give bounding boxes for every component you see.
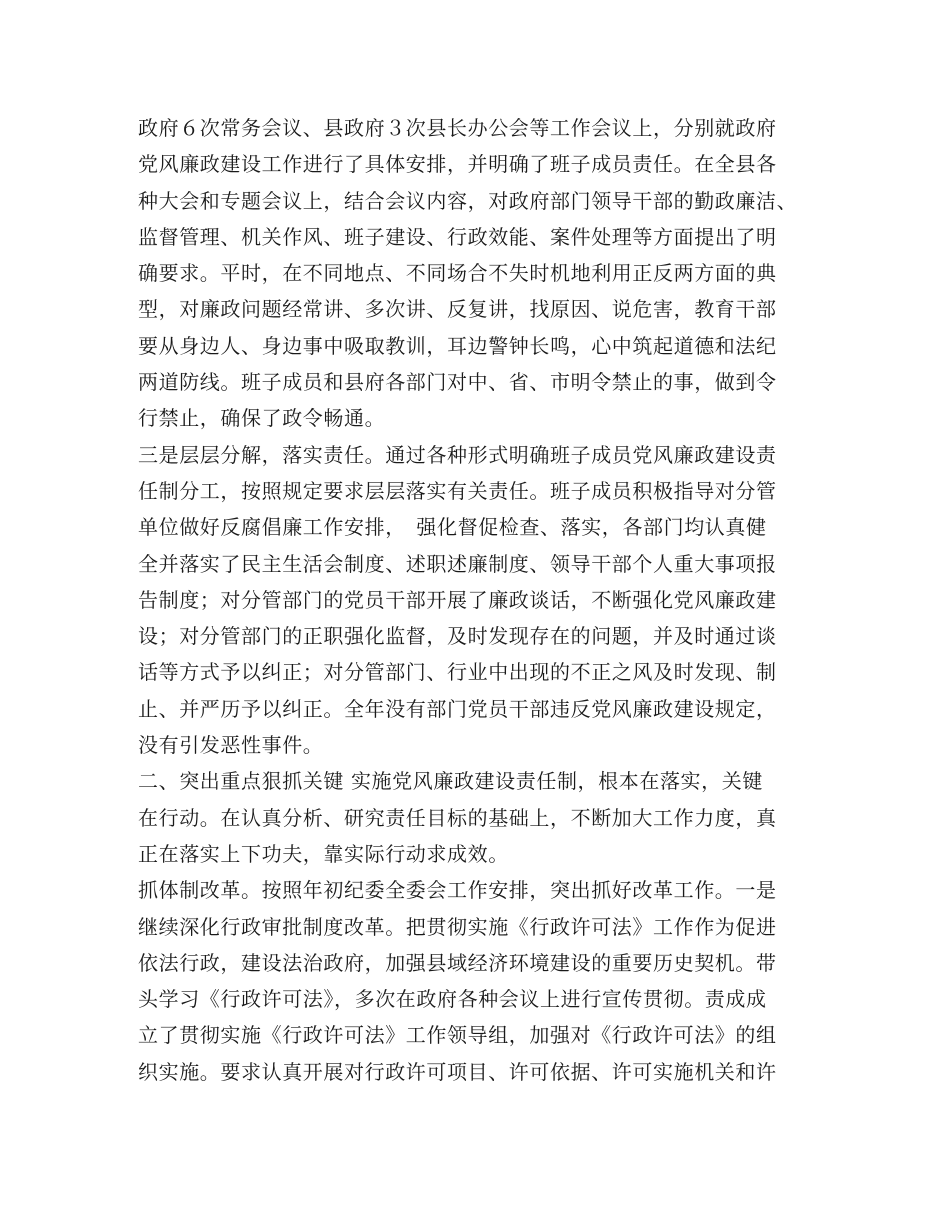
text-line: 要从身边人、身边事中吸取教训，耳边警钟长鸣，心中筑起道德和法纪 xyxy=(138,333,777,358)
text-line: 没有引发恶性事件。 xyxy=(138,733,324,758)
text-line: 止、并严历予以纠正。全年没有部门党员干部违反党风廉政建设规定， xyxy=(138,696,777,721)
text-line: 行禁止，确保了政令畅通。 xyxy=(138,406,386,431)
text-line: 立了贯彻实施《行政许可法》工作领导组，加强对《行政许可法》的组 xyxy=(138,1023,777,1048)
body-text xyxy=(138,110,828,1090)
text-line: 政府６次常务会议、县政府３次县长办公会等工作会议上，分别就政府 xyxy=(138,116,777,140)
text-line: 二、突出重点狠抓关键 实施党风廉政建设责任制，根本在落实，关键 xyxy=(138,769,763,794)
text-line: 确要求。平时，在不同地点、不同场合不失时机地利用正反两方面的典 xyxy=(138,261,777,286)
text-line: 党风廉政建设工作进行了具体安排，并明确了班子成员责任。在全县各 xyxy=(138,152,777,177)
text-line: 两道防线。班子成员和县府各部门对中、省、市明令禁止的事，做到令 xyxy=(138,370,777,395)
text-line: 正在落实上下功夫，靠实际行动求成效。 xyxy=(138,841,509,866)
text-line: 话等方式予以纠正；对分管部门、行业中出现的不正之风及时发现、制 xyxy=(138,660,777,685)
text-line: 继续深化行政审批制度改革。把贯彻实施《行政许可法》工作作为促进 xyxy=(138,914,777,939)
text-line: 织实施。要求认真开展对行政许可项目、许可依据、许可实施机关和许 xyxy=(138,1059,777,1084)
text-line: 依法行政，建设法治政府，加强县域经济环境建设的重要历史契机。带 xyxy=(138,950,777,975)
text-line: 三是层层分解，落实责任。通过各种形式明确班子成员党风廉政建设责 xyxy=(138,442,777,467)
text-line: 种大会和专题会议上，结合会议内容，对政府部门领导干部的勤政廉洁、 xyxy=(138,188,798,213)
text-line: 任制分工，按照规定要求层层落实有关责任。班子成员积极指导对分管 xyxy=(138,478,777,503)
text-line: 头学习《行政许可法》，多次在政府各种会议上进行宣传贯彻。责成成 xyxy=(138,987,767,1012)
text-line: 抓体制改革。按照年初纪委全委会工作安排，突出抓好改革工作。一是 xyxy=(138,878,777,903)
text-line: 设；对分管部门的正职强化监督，及时发现存在的问题，并及时通过谈 xyxy=(138,624,777,649)
text-line: 型，对廉政问题经常讲、多次讲、反复讲，找原因、说危害，教育干部 xyxy=(138,297,777,322)
text-line: 单位做好反腐倡廉工作安排， 强化督促检查、落实，各部门均认真健 xyxy=(138,515,767,540)
text-line: 告制度；对分管部门的党员干部开展了廉政谈话，不断强化党风廉政建 xyxy=(138,587,777,612)
text-line: 在行动。在认真分析、研究责任目标的基础上，不断加大工作力度，真 xyxy=(138,805,777,830)
text-line: 全并落实了民主生活会制度、述职述廉制度、领导干部个人重大事项报 xyxy=(138,551,777,576)
text-line: 监督管理、机关作风、班子建设、行政效能、案件处理等方面提出了明 xyxy=(138,224,777,249)
